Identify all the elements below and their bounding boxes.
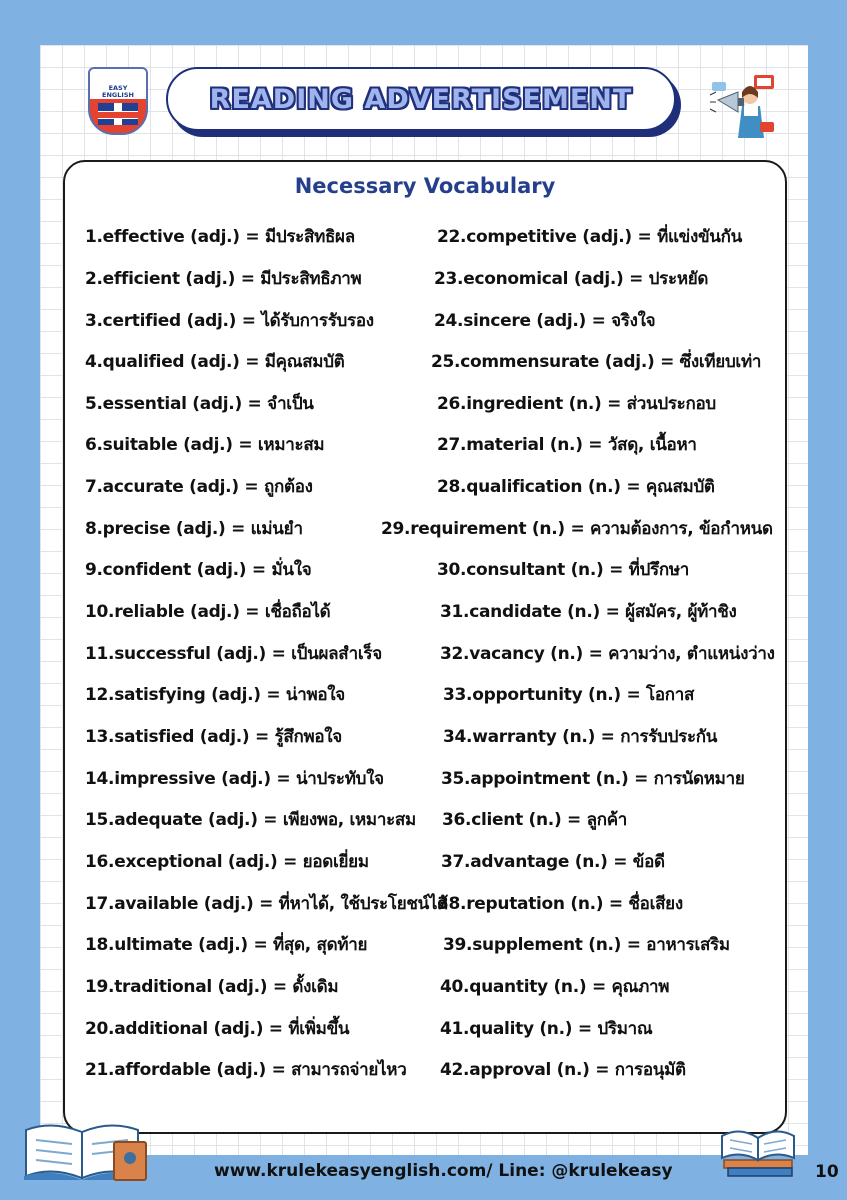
vocab-item: 40.quantity (n.) = คุณภาพ (440, 977, 670, 997)
vocab-item: 38.reputation (n.) = ชื่อเสียง (437, 894, 683, 914)
uk-flag-icon (98, 103, 138, 125)
vocab-item: 34.warranty (n.) = การรับประกัน (443, 727, 718, 747)
vocab-item: 42.approval (n.) = การอนุมัติ (440, 1060, 686, 1080)
vocab-item: 39.supplement (n.) = อาหารเสริม (443, 935, 730, 955)
vocab-item: 5.essential (adj.) = จำเป็น (85, 394, 314, 414)
vocab-item: 4.qualified (adj.) = มีคุณสมบัติ (85, 352, 345, 372)
vocab-item: 24.sincere (adj.) = จริงใจ (434, 311, 656, 331)
vocab-item: 20.additional (adj.) = ที่เพิ่มขึ้น (85, 1019, 350, 1039)
vocab-item: 37.advantage (n.) = ข้อดี (441, 852, 665, 872)
vocab-item: 8.precise (adj.) = แม่นยำ (85, 519, 303, 539)
title-banner (166, 67, 676, 131)
vocab-item: 28.qualification (n.) = คุณสมบัติ (437, 477, 715, 497)
vocab-item: 35.appointment (n.) = การนัดหมาย (441, 769, 745, 789)
vocab-item: 21.affordable (adj.) = สามารถจ่ายไหว (85, 1060, 407, 1080)
vocab-item: 36.client (n.) = ลูกค้า (442, 810, 628, 830)
logo-line-1: EASY (108, 84, 128, 92)
vocab-item: 31.candidate (n.) = ผู้สมัคร, ผู้ท้าชิง (440, 602, 737, 622)
vocab-item: 22.competitive (adj.) = ที่แข่งขันกัน (437, 227, 742, 247)
vocab-item: 14.impressive (adj.) = น่าประทับใจ (85, 769, 384, 789)
vocab-item: 23.economical (adj.) = ประหยัด (434, 269, 709, 289)
vocab-item: 19.traditional (adj.) = ดั้งเดิม (85, 977, 339, 997)
vocabulary-card (63, 160, 787, 1134)
logo-line-2: ENGLISH (102, 91, 134, 99)
footer-contact: www.krulekeasyenglish.com/ Line: @krulekeasy (214, 1161, 673, 1181)
vocab-item: 10.reliable (adj.) = เชื่อถือได้ (85, 602, 331, 622)
vocab-item: 25.commensurate (adj.) = ซึ่งเทียบเท่า (431, 352, 762, 372)
worksheet-page (40, 45, 808, 1155)
easy-english-logo (88, 67, 148, 135)
vocab-item: 33.opportunity (n.) = โอกาส (443, 685, 695, 705)
vocab-item: 16.exceptional (adj.) = ยอดเยี่ยม (85, 852, 369, 872)
vocabulary-heading: Necessary Vocabulary (294, 174, 556, 198)
vocab-item: 2.efficient (adj.) = มีประสิทธิภาพ (85, 269, 362, 289)
vocab-item: 11.successful (adj.) = เป็นผลสำเร็จ (85, 644, 382, 664)
vocab-item: 9.confident (adj.) = มั่นใจ (85, 560, 312, 580)
vocab-item: 30.consultant (n.) = ที่ปรึกษา (437, 560, 690, 580)
vocab-item: 7.accurate (adj.) = ถูกต้อง (85, 477, 313, 497)
vocab-item: 15.adequate (adj.) = เพียงพอ, เหมาะสม (85, 810, 416, 830)
vocab-item: 3.certified (adj.) = ได้รับการรับรอง (85, 311, 374, 331)
vocab-item: 29.requirement (n.) = ความต้องการ, ข้อกำหนด (381, 519, 773, 539)
megaphone-woman-icon (708, 70, 778, 140)
open-book-stack-icon (718, 1118, 798, 1178)
vocab-item: 41.quality (n.) = ปริมาณ (440, 1019, 653, 1039)
vocab-item: 32.vacancy (n.) = ความว่าง, ตำแหน่งว่าง (440, 644, 775, 664)
vocab-item: 27.material (n.) = วัสดุ, เนื้อหา (437, 435, 697, 455)
page-number: 10 (815, 1162, 839, 1182)
vocab-item: 6.suitable (adj.) = เหมาะสม (85, 435, 325, 455)
vocab-item: 13.satisfied (adj.) = รู้สึกพอใจ (85, 727, 342, 747)
vocab-item: 18.ultimate (adj.) = ที่สุด, สุดท้าย (85, 935, 368, 955)
vocab-item: 17.available (adj.) = ที่หาได้, ใช้ประโยชน์ได้ (85, 894, 448, 914)
vocab-item: 1.effective (adj.) = มีประสิทธิผล (85, 227, 355, 247)
open-book-icon (22, 1120, 152, 1182)
vocab-item: 12.satisfying (adj.) = น่าพอใจ (85, 685, 345, 705)
vocab-item: 26.ingredient (n.) = ส่วนประกอบ (437, 394, 716, 414)
page-title: READING ADVERTISEMENT (209, 83, 633, 115)
